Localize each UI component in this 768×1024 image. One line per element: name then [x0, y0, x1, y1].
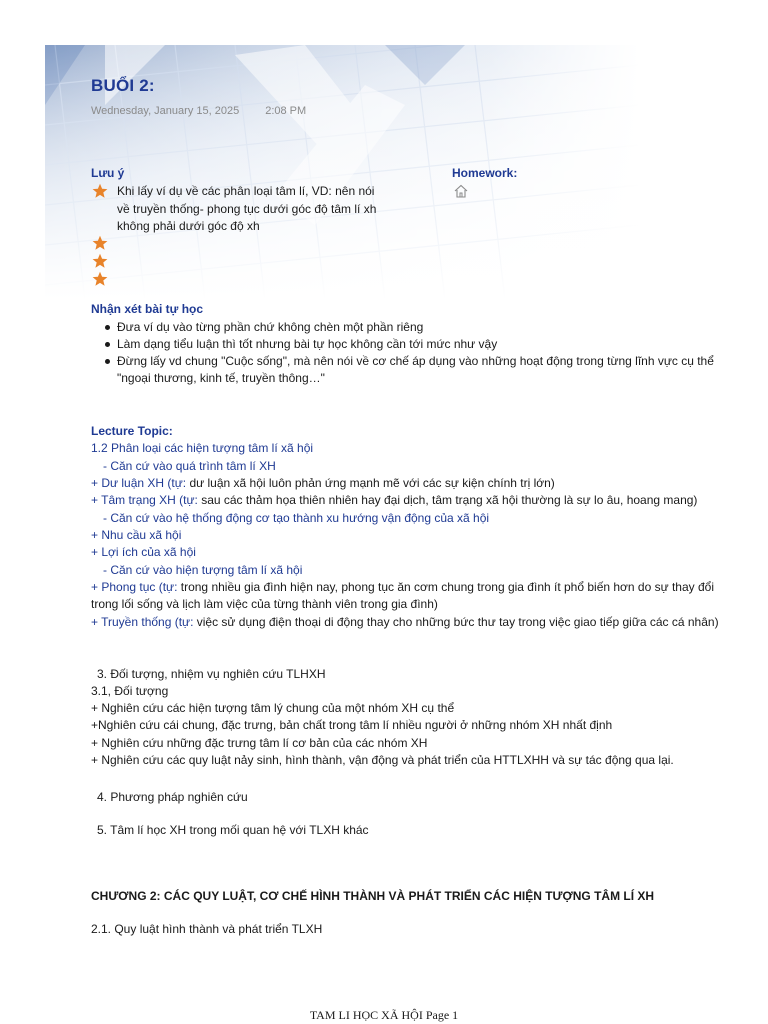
phong-tuc-rest: trong nhiều gia đình hiện nay, phong tục ăn cơm chung trong gia đình ít phổ biến hơn do sự thay đổi trong lối sống và lịch làm việc của từng thành viên trong gia đình): [91, 580, 715, 611]
du-luan-rest: dư luận xã hội luôn phản ứng mạnh mẽ với các sự kiện chính trị lớn): [186, 476, 555, 490]
basis-item: - Căn cứ vào quá trình tâm lí XH: [103, 459, 276, 473]
page-time: 2:08 PM: [265, 105, 307, 117]
tam-trang-line: [91, 492, 697, 509]
list-item: Làm dạng tiểu luận thì tốt nhưng bài tự học không cần tới mức như vậy: [105, 336, 745, 353]
loi-ich-line: + Lợi ích của xã hội: [91, 545, 196, 559]
section-3-sub: 3.1, Đối tượng: [91, 684, 169, 698]
phong-tuc-head: + Phong tục (tự:: [91, 580, 178, 594]
page-footer: TAM LI HỌC XÃ HỘI Page 1: [309, 1008, 459, 1022]
truyen-thong-head: + Truyền thống (tự:: [91, 615, 194, 629]
tam-trang-rest: sau các thảm họa thiên nhiên hay đại dịch, tâm trạng xã hội thường là sự lo âu, hoang mang): [197, 493, 698, 507]
section-4-heading: 4. Phương pháp nghiên cứu: [97, 790, 248, 804]
list-item: +Nghiên cứu cái chung, đặc trưng, bản chất trong tâm lí nhiều người ở những nhóm XH nhất định: [91, 718, 613, 732]
du-luan-head: + Dư luận XH (tự:: [91, 476, 187, 490]
truyen-thong-line: [91, 614, 741, 631]
star-icon: [92, 183, 108, 199]
list-item: Đừng lấy vd chung "Cuộc sống", mà nên nói về cơ chế áp dụng vào những hoạt động trong từng lĩnh vực cụ thể "ngoại thương, kinh tế, truyền thông…": [105, 353, 745, 387]
star-icon: [92, 271, 108, 287]
list-item: + Nghiên cứu những đặc trưng tâm lí cơ bản của các nhóm XH: [91, 736, 428, 750]
du-luan-line: [91, 475, 555, 492]
list-item: + Nghiên cứu các quy luật nảy sinh, hình thành, vận động và phát triển của HTTLXHH và sự tác động qua lại.: [91, 753, 674, 767]
list-item: + Nghiên cứu các hiện tượng tâm lý chung của một nhóm XH cụ thể: [91, 701, 455, 715]
luu-y-label: Lưu ý: [91, 166, 125, 180]
nhu-cau-line: + Nhu cầu xã hội: [91, 528, 182, 542]
page-timestamp: [91, 105, 306, 117]
tam-trang-head: + Tâm trạng XH (tự:: [91, 493, 198, 507]
section-title: 1.2 Phân loại các hiện tượng tâm lí xã hội: [91, 441, 314, 455]
lecture-topic-label: Lecture Topic:: [91, 424, 173, 438]
list-item: Đưa ví dụ vào từng phần chứ không chèn một phần riêng: [105, 319, 745, 336]
homework-label: Homework:: [452, 166, 518, 180]
luu-y-note: Khi lấy ví dụ về các phân loại tâm lí, VD: nên nói về truyền thống- phong tục dưới góc độ tâm lí xh không phải dưới góc độ xh: [117, 184, 377, 233]
star-icon: [92, 235, 108, 251]
feedback-label: Nhận xét bài tự học: [91, 302, 204, 316]
basis-item: - Căn cứ vào hệ thống động cơ tạo thành xu hướng vận động của xã hội: [103, 511, 490, 525]
section-3-heading: 3. Đối tượng, nhiệm vụ nghiên cứu TLHXH: [97, 667, 326, 681]
page-title: BUỔI 2:: [91, 76, 155, 95]
section-5-heading: 5. Tâm lí học XH trong mối quan hệ với TLXH khác: [97, 823, 369, 837]
chapter-2-sub: 2.1. Quy luật hình thành và phát triển TLXH: [91, 922, 323, 936]
home-icon[interactable]: [453, 183, 469, 199]
feedback-list: [105, 319, 745, 387]
truyen-thong-rest: việc sử dụng điện thoại di động thay cho những bức thư tay trong việc giao tiếp giữa các cá nhân): [193, 615, 719, 629]
page-date: Wednesday, January 15, 2025: [91, 105, 240, 117]
basis-item: - Căn cứ vào hiện tượng tâm lí xã hội: [103, 563, 303, 577]
star-icon: [92, 253, 108, 269]
chapter-2-title: CHƯƠNG 2: CÁC QUY LUẬT, CƠ CHẾ HÌNH THÀNH VÀ PHÁT TRIỂN CÁC HIỆN TƯỢNG TÂM LÍ XH: [91, 889, 655, 903]
phong-tuc-line: [91, 579, 741, 613]
